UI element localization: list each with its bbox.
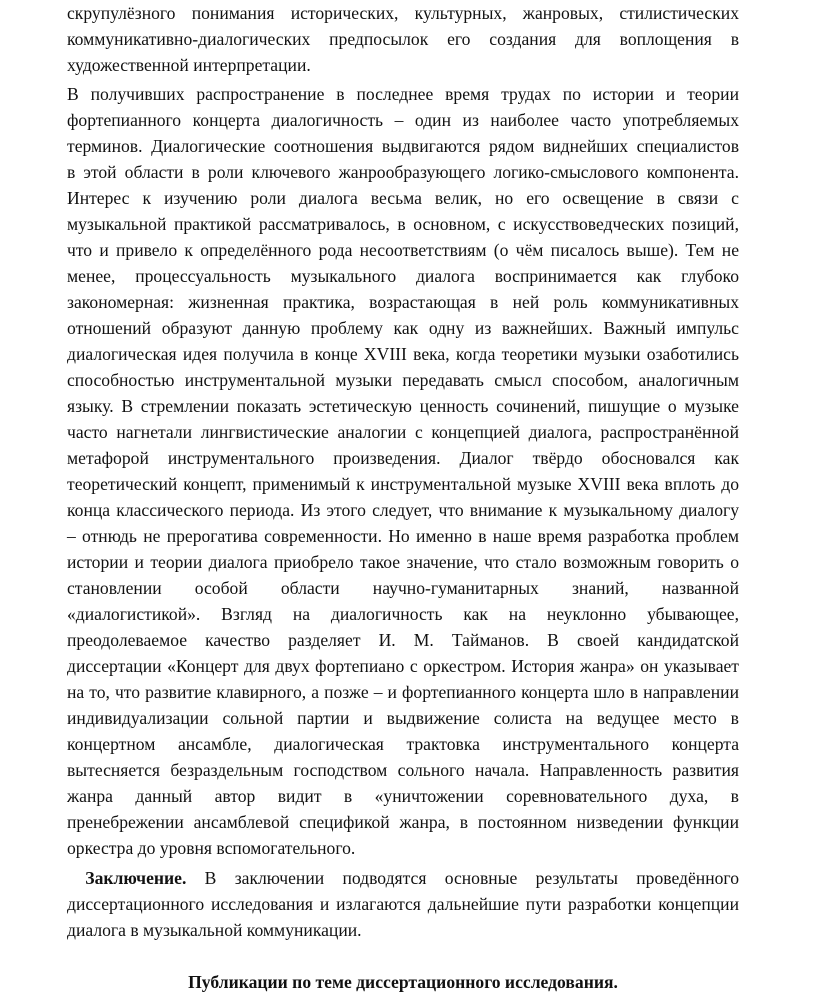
text-line: – отнюдь не прерогатива современности. Но именно в наше время разработка проблем [67,526,739,546]
publications-heading: Публикации по теме диссертационного исследования. [188,972,618,992]
text-line: скрупулёзного понимания исторических, культурных, жанровых, стилистических [67,3,739,23]
text-line: фортепианного концерта диалогичность – один из наиболее часто употребляемых [67,110,739,130]
conclusion-text: В заключении подводятся основные результаты проведённого [186,868,739,888]
text-line: музыкальной практикой рассматривалось, в основном, с искусствоведческих позиций, [67,214,739,234]
conclusion-first-line [67,865,739,891]
text-line: что и привело к определённого рода несоответствиям (о чём писалось выше). Тем не [67,240,739,260]
text-line: часто нагнетали лингвистические аналогии с концепцией диалога, распространённой [67,422,739,442]
text-line: индивидуализации сольной партии и выдвижение солиста на ведущее место в [67,708,739,728]
text-line: Интерес к изучению роли диалога весьма велик, но его освещение в связи с [67,188,739,208]
text-line: концертном ансамбле, диалогическая трактовка инструментального концерта [67,734,739,754]
text-line: становлении особой области научно-гуманитарных знаний, названной [67,578,739,598]
text-line: диалогическая идея получила в конце XVIII века, когда теоретики музыки озаботились [67,344,739,364]
text-line: в этой области в роли ключевого жанрообразующего логико-смыслового компонента. [67,162,739,182]
conclusion-heading: Заключение. [85,868,187,888]
text-line: «диалогистикой». Взгляд на диалогичность как на неуклонно убывающее, [67,604,739,624]
text-line: преодолеваемое качество разделяет И. М. Тайманов. В своей кандидатской [67,630,739,650]
text-line: языку. В стремлении показать эстетическую ценность сочинений, пишущие о музыке [67,396,739,416]
text-line: закономерная: жизненная практика, возрастающая в ней роль коммуникативных [67,292,739,312]
text-line: пренебрежении ансамблевой спецификой жанра, в постоянном низведении функции [67,812,739,832]
text-line: истории и теории диалога приобрело такое значение, что стало возможным говорить о [67,552,739,572]
text-line: оркестра до уровня вспомогательного. [67,838,356,858]
text-line: терминов. Диалогические соотношения выдвигаются рядом виднейших специалистов [67,136,739,156]
text-line: менее, процессуальность музыкального диалога воспринимается как глубоко [67,266,739,286]
text-line: способностью инструментальной музыки передавать смысл способом, аналогичным [67,370,739,390]
text-line: диссертации «Концерт для двух фортепиано с оркестром. История жанра» он указывает [67,656,739,676]
text-line: диссертационного исследования и излагаются дальнейшие пути разработки концепции [67,894,739,914]
text-line: жанра данный автор видит в «уничтожении соревновательного духа, в [67,786,739,806]
text-line: метафорой инструментального произведения. Диалог твёрдо обосновался как [67,448,739,468]
text-line: отношений образуют данную проблему как одну из важнейших. Важный импульс [67,318,739,338]
text-line: диалога в музыкальной коммуникации. [67,920,362,940]
text-line: на то, что развитие клавирного, а позже – и фортепианного концерта шло в направлении [67,682,739,702]
text-line: коммуникативно-диалогических предпосылок его создания для воплощения в [67,29,739,49]
text-line: В получивших распространение в последнее время трудах по истории и теории [67,84,739,104]
text-line: конца классического периода. Из этого следует, что внимание к музыкальному диалогу [67,500,739,520]
text-line: художественной интерпретации. [67,55,311,75]
text-line: теоретический концепт, применимый к инструментальной музыке XVIII века вплоть до [67,474,739,494]
text-line: вытесняется безраздельным господством сольного начала. Направленность развития [67,760,739,780]
